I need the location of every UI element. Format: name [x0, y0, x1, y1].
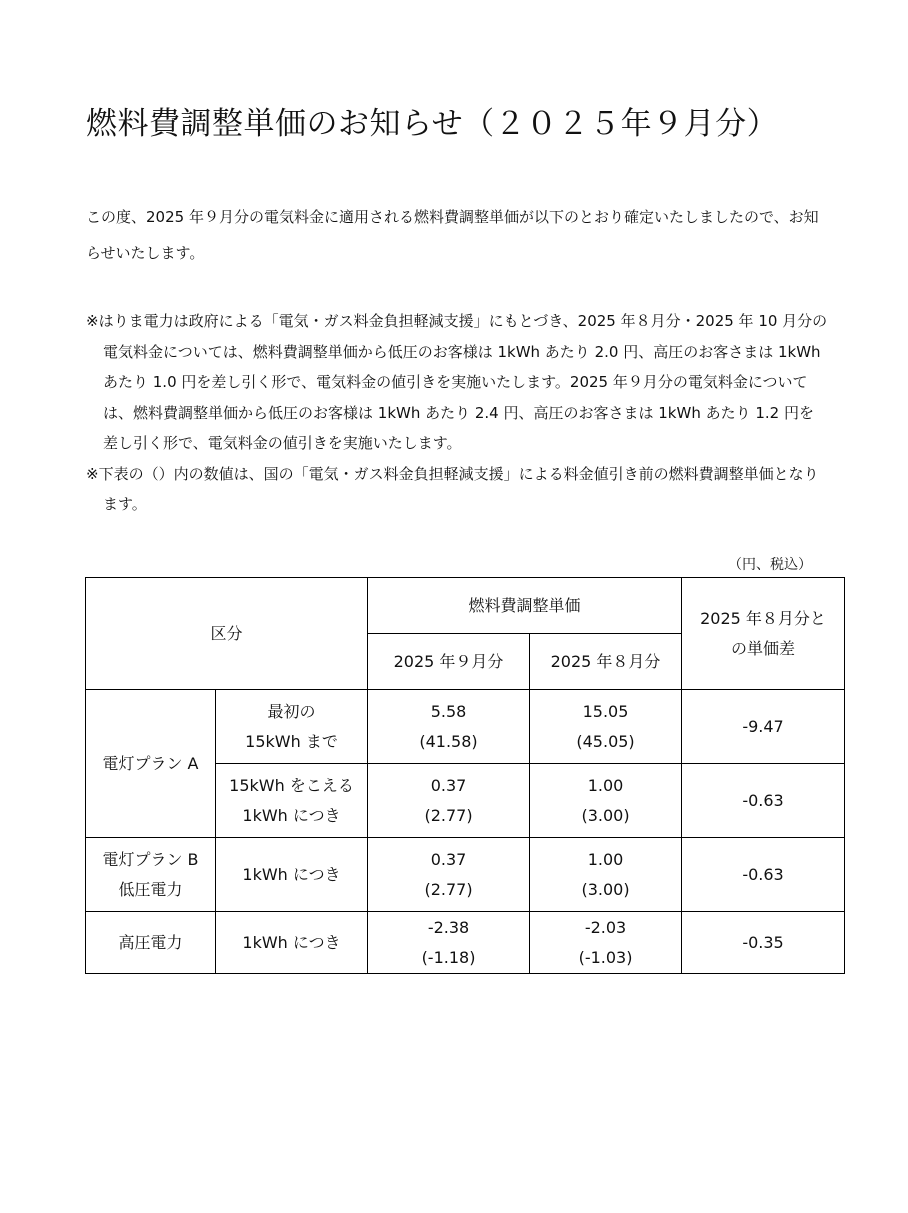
diff-value: -0.63 — [682, 838, 845, 912]
header-september: 2025 年９月分 — [368, 634, 530, 690]
tier-line: 15kWh をこえる — [229, 775, 354, 795]
page-title: 燃料費調整単価のお知らせ（２０２５年９月分） — [86, 106, 779, 142]
september-pre-value: (41.58) — [419, 731, 478, 751]
august-value: 15.05 — [582, 701, 629, 721]
plan-line: 電灯プラン B — [102, 849, 199, 869]
plan-b — [86, 838, 216, 912]
tier-cell: 1kWh につき — [216, 912, 368, 974]
august-value: -2.03 — [584, 917, 627, 937]
intro-text: この度、2025 年９月分の電気料金に適用される燃料費調整単価が以下のとおり確定いたしましたので、お知らせいたします。 — [86, 208, 819, 262]
august-value: 1.00 — [587, 775, 624, 795]
header-group: 燃料費調整単価 — [368, 578, 682, 634]
diff-value: -0.63 — [682, 764, 845, 838]
header-diff-line1: 2025 年８月分と — [700, 608, 826, 628]
notes — [86, 306, 828, 520]
august-value: 1.00 — [587, 849, 624, 869]
rate-table — [85, 577, 845, 974]
diff-value: -9.47 — [682, 690, 845, 764]
september-cell — [368, 912, 530, 974]
august-cell — [530, 838, 682, 912]
diff-value: -0.35 — [682, 912, 845, 974]
header-row — [86, 578, 845, 634]
plan-a: 電灯プラン A — [86, 690, 216, 838]
september-value: 0.37 — [430, 849, 467, 869]
august-pre-value: (45.05) — [576, 731, 635, 751]
tier-cell — [216, 764, 368, 838]
september-value: 0.37 — [430, 775, 467, 795]
september-pre-value: (2.77) — [424, 879, 473, 899]
september-cell — [368, 838, 530, 912]
header-category: 区分 — [86, 578, 368, 690]
august-cell — [530, 912, 682, 974]
august-pre-value: (3.00) — [581, 805, 630, 825]
table-row — [86, 838, 845, 912]
header-diff-line2: の単価差 — [731, 638, 796, 658]
table-row — [86, 912, 845, 974]
september-cell — [368, 690, 530, 764]
note-parentheses: ※下表の（）内の数値は、国の「電気・ガス料金負担軽減支援」による料金値引き前の燃料費調整単価となります。 — [86, 464, 819, 513]
september-value: 5.58 — [430, 701, 467, 721]
plan-line: 低圧電力 — [118, 879, 183, 899]
tier-cell — [216, 690, 368, 764]
august-cell — [530, 690, 682, 764]
tier-line: 最初の — [267, 701, 316, 721]
tier-line: 15kWh まで — [245, 731, 338, 751]
tier-line: 1kWh につき — [242, 805, 341, 825]
table-row — [86, 690, 845, 764]
unit-note: （円、税込） — [728, 557, 812, 573]
september-pre-value: (2.77) — [424, 805, 473, 825]
september-pre-value: (-1.18) — [421, 947, 476, 967]
august-pre-value: (-1.03) — [578, 947, 633, 967]
header-august: 2025 年８月分 — [530, 634, 682, 690]
september-cell — [368, 764, 530, 838]
header-diff — [682, 578, 845, 690]
august-cell — [530, 764, 682, 838]
note-discount: ※はりま電力は政府による「電気・ガス料金負担軽減支援」にもとづき、2025 年８月分・2025 年 10 月分の電気料金については、燃料費調整単価から低圧のお客様は 1kWh あたり 2.0 円、高圧のお客さまは 1kWh あたり 1.0 円を差し引く形で、電気料金の値引きを実施いたします。2025 年９月分の電気料金については、燃料費調整単価から低圧のお客様は 1kWh あたり 2.4 円、高圧のお客さまは 1kWh あたり 1.2 円を差し引く形で、電気料金の値引きを実施いたします。 — [86, 312, 828, 452]
september-value: -2.38 — [427, 917, 470, 937]
plan-high-voltage: 高圧電力 — [86, 912, 216, 974]
august-pre-value: (3.00) — [581, 879, 630, 899]
tier-cell: 1kWh につき — [216, 838, 368, 912]
